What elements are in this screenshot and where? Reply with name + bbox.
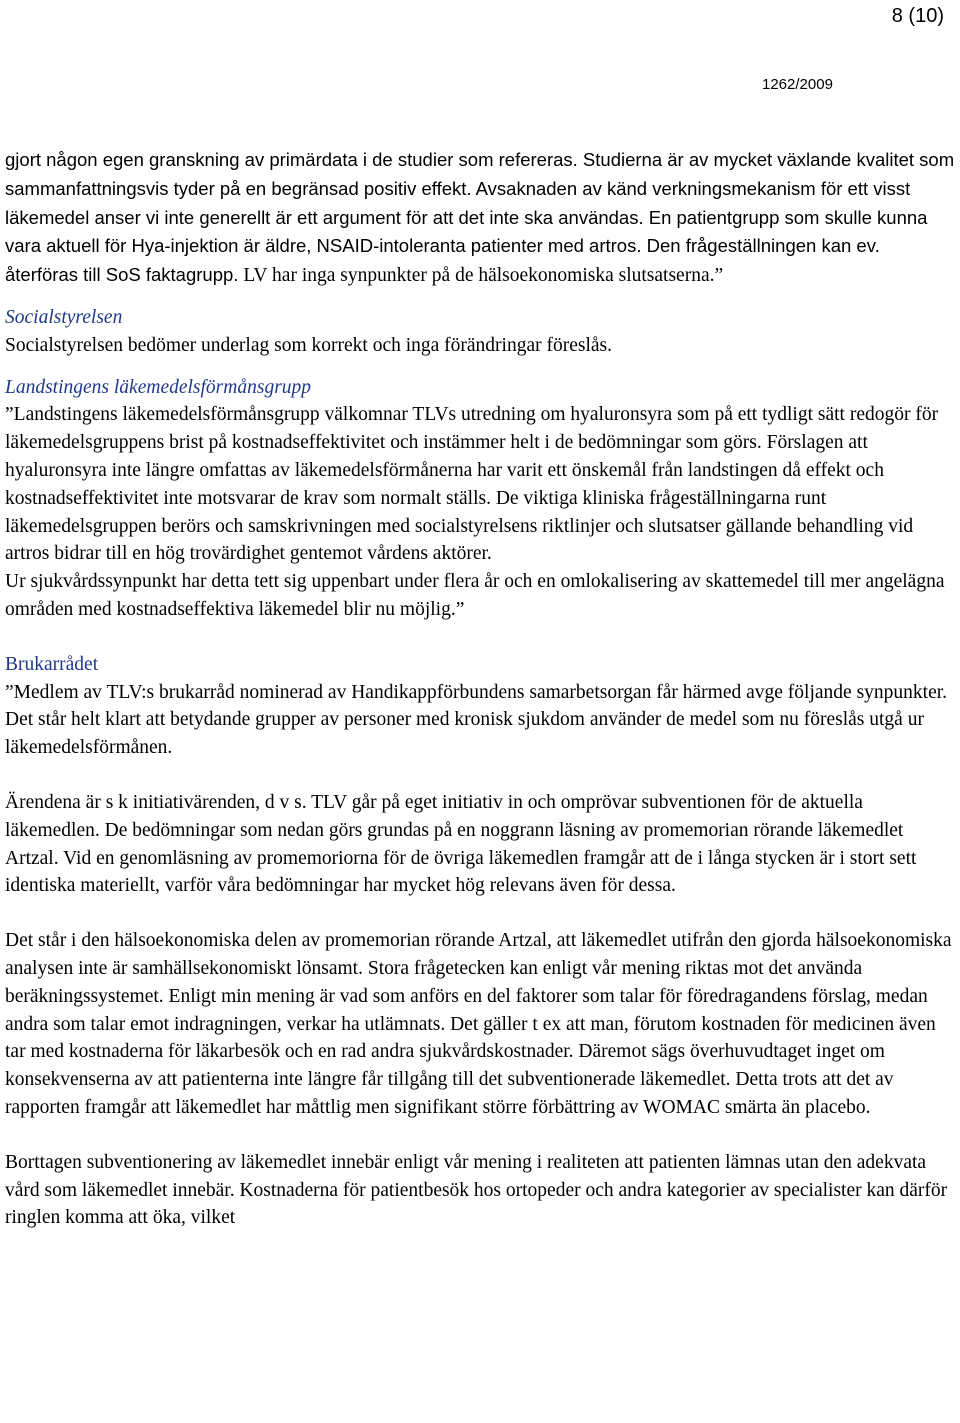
paragraph-socialstyrelsen: Socialstyrelsen bedömer underlag som korrekt och inga förändringar föreslås. [5,334,613,356]
paragraph-lv-sans-text: gjort någon egen granskning av primärdata i de studier som refereras. Studierna är av mycket växlande kvalitet som sammanfattningsvis tyder på en begränsad positiv effekt. Avsaknaden av känd verkningsmekanism för ett visst läkemedel anser vi inte generellt är ett argument för att det inte ska användas. En patientgrupp som skulle kunna vara aktuell för Hya-injektion är äldre, NSAID-intoleranta patienter med artros. Den frågeställningen kan ev. återföras till SoS faktagrupp. [5,149,955,286]
page-number: 8 (10) [891,5,944,27]
heading-socialstyrelsen: Socialstyrelsen [5,306,123,328]
heading-landstingens-lakemedelsformansgrupp: Landstingens läkemedelsförmånsgrupp [5,376,312,398]
paragraph-landstingens-lakemedelsformansgrupp: ”Landstingens läkemedelsförmånsgrupp välkomnar TLVs utredning om hyaluronsyra som på ett tydligt sätt redogör för läkemedelsgruppens brist på kostnadseffektivitet och instämmer helt i de bedömningar som görs. Förslagen att hyaluronsyra inte längre omfattas av läkemedelsförmånerna har varit ett önskemål från landstingen då effekt och kostnadseffektivitet inte motsvarar de krav som normalt ställs. De viktiga kliniska frågeställningarna runt läkemedelsgruppen berörs och samskrivningen med socialstyrelsens riktlinjer och slutsatser gällande behandling vid artros bidrar till en hög trovärdighet gentemot vårdens aktörer. [5,404,939,565]
paragraph-landstingens-sjukvardssynpunkt: Ur sjukvårdssynpunkt har detta tett sig uppenbart under flera år och en omlokalisering av skattemedel till mer angelägna områden med kostnadseffektiva läkemedel blir nu möjlig.” [5,571,945,620]
paragraph-arendena: Ärendena är s k initiativärenden, d v s. TLV går på eget initiativ in och omprövar subventionen för de aktuella läkemedlen. De bedömningar som nedan görs grundas på en noggrann läsning av promemorian rörande läkemedlet Artzal. Vid en genomläsning av promemoriorna för de övriga läkemedlen framgår att de i långa stycken är i stort sett identiska materiellt, varför våra bedömningar har mycket hög relevans även för dessa. [5,791,917,897]
paragraph-halsoekonomiska: Det står i den hälsoekonomiska delen av promemorian rörande Artzal, att läkemedlet utifrån den gjorda hälsoekonomiska analysen inte är samhällsekonomiskt lönsamt. Stora frågetecken kan enligt vår mening riktas mot det använda beräkningssystemet. Enligt min mening är vad som anförs en del faktorer som talar för föredragandens förslag, medan andra som talar emot indragningen, verkar ha utlämnats. Det gäller t ex att man, förutom kostnaden för medicinen även tar med kostnaderna för läkarbesök och en rad andra sjukvårdskostnader. Däremot sägs överhuvudtaget inget om konsekvenserna av att patienterna inte längre får tillgång till det subventionerade läkemedlet. Detta trots att det av rapporten framgår att läkemedlet har måttlig men signifikant större förbättring av WOMAC smärta än placebo. [5,930,952,1118]
document-body [5,146,955,1232]
paragraph-lv-comments [5,146,955,290]
paragraph-borttagen-subventionering: Borttagen subventionering av läkemedlet innebär enligt vår mening i realiteten att patienten lämnas utan den adekvata vård som läkemedlet innebär. Kostnaderna för patientbesök hos ortopeder och andra kategorier av specialister kan därför ringlen komma att öka, vilket [5,1151,948,1229]
heading-brukarradet: Brukarrådet [5,653,99,675]
document-id: 1262/2009 [762,76,833,93]
paragraph-lv-serif-text: LV har inga synpunkter på de hälsoekonomiska slutsatserna.” [238,265,724,287]
paragraph-brukarradet: ”Medlem av TLV:s brukarråd nominerad av Handikappförbundens samarbetsorgan får härmed avge följande synpunkter. Det står helt klart att betydande grupper av personer med kronisk sjukdom använder de medel som nu föreslås utgå ur läkemedelsförmånen. [5,681,948,759]
